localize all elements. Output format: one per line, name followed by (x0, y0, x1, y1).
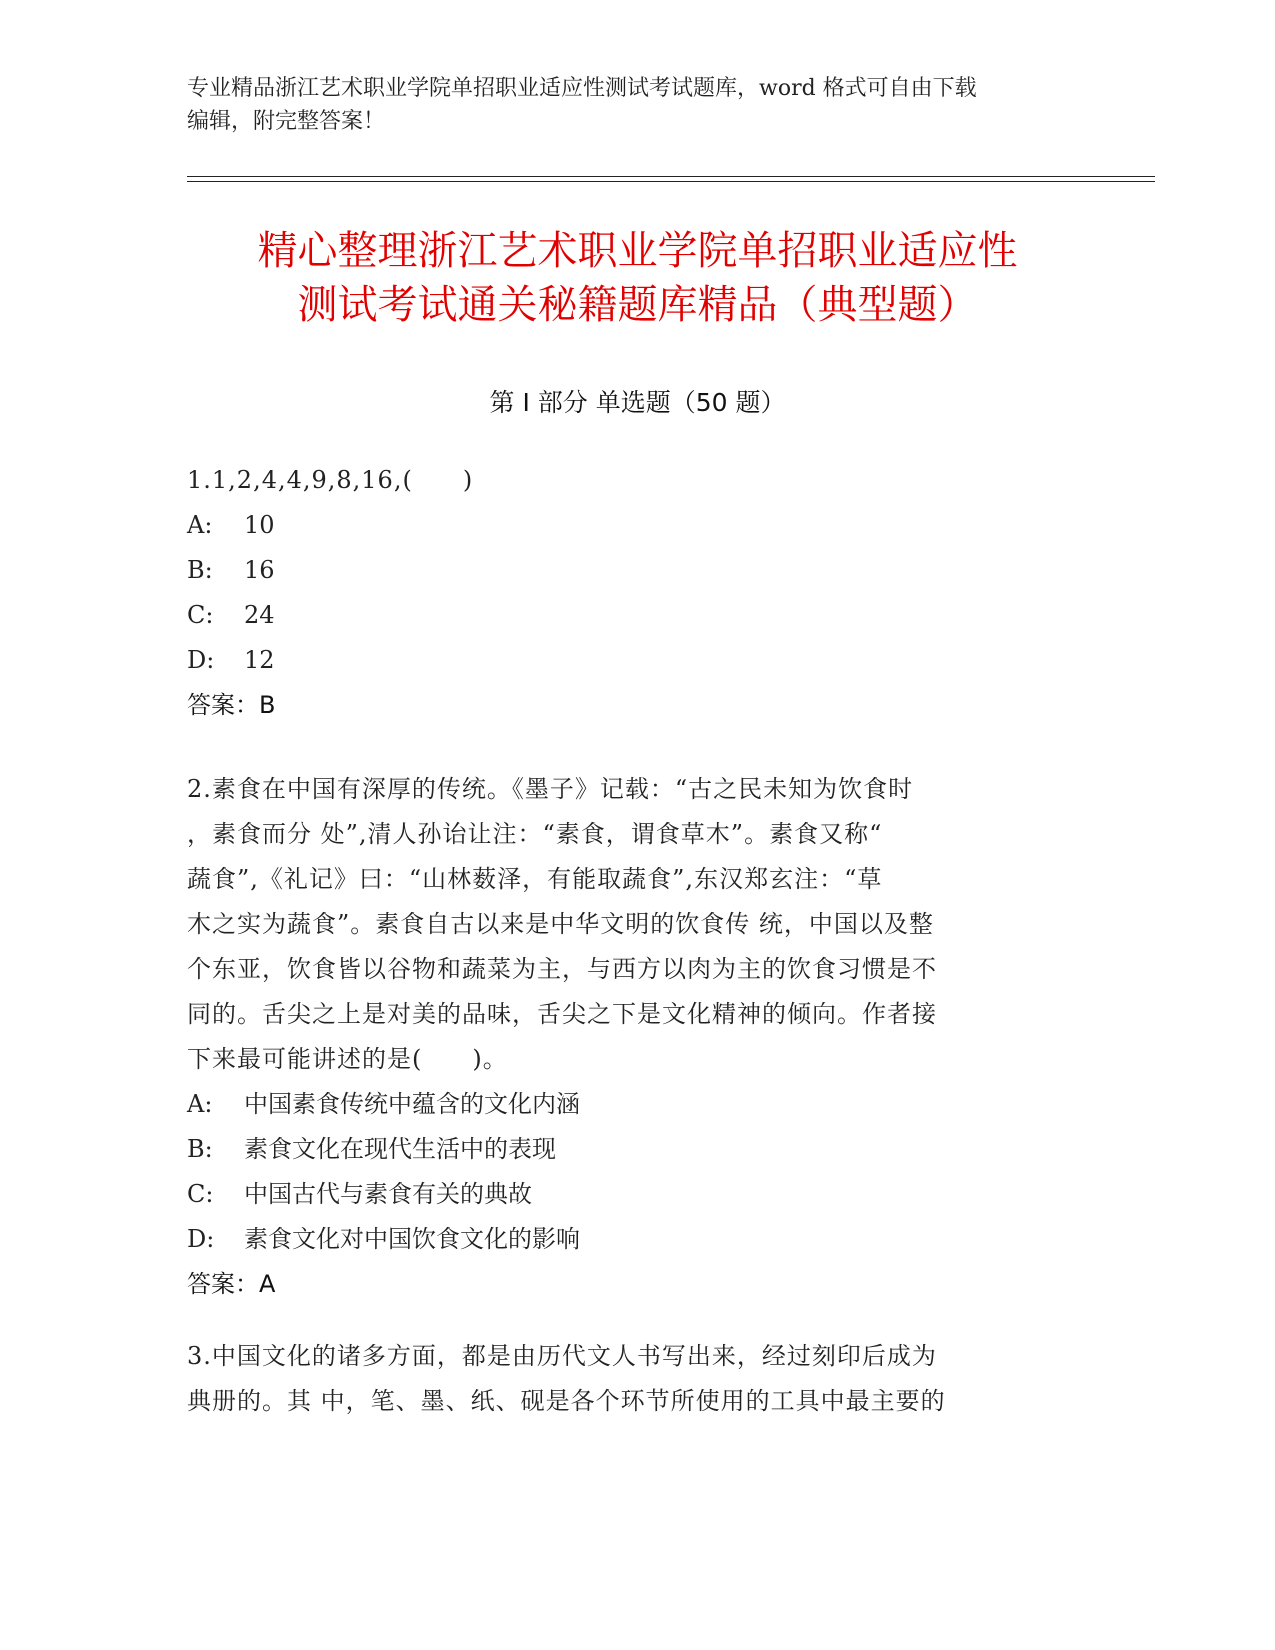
section-title: 第 I 部分 单选题（50 题） (489, 388, 786, 417)
option-text: 中国素食传统中蕴含的文化内涵 (244, 1090, 580, 1118)
option-key: A: (187, 1090, 213, 1118)
stem-line: 同的。舌尖之上是对美的品味，舌尖之下是文化精神的倾向。作者接 (187, 1000, 937, 1028)
option-a (187, 503, 1067, 548)
header-note (187, 72, 1067, 138)
option-key: D: (187, 1225, 215, 1253)
stem-line: 木之实为蔬食”。素食自古以来是中华文明的饮食传 统，中国以及整 (187, 910, 934, 938)
stem-line: 个东亚，饮食皆以谷物和蔬菜为主，与西方以肉为主的饮食习惯是不 (187, 955, 937, 983)
option-text: 素食文化在现代生活中的表现 (244, 1135, 556, 1163)
header-note-line: 编辑，附完整答案！ (187, 109, 386, 134)
stem-line: 典册的。其 中，笔、墨、纸、砚是各个环节所使用的工具中最主要的 (187, 1387, 946, 1415)
option-text: 10 (244, 511, 275, 539)
stem-line: 蔬食”,《礼记》曰：“山林薮泽，有能取蔬食”,东汉郑玄注：“草 (187, 865, 883, 893)
option-a (187, 1082, 1067, 1127)
option-key: D: (187, 646, 215, 674)
option-key: A: (187, 511, 213, 539)
question-1 (187, 458, 1067, 728)
question-stem (187, 767, 1067, 1082)
option-text: 中国古代与素食有关的典故 (244, 1180, 532, 1208)
stem-line: 下来最可能讲述的是( )。 (187, 1045, 508, 1073)
stem-line: 3.中国文化的诸多方面，都是由历代文人书写出来，经过刻印后成为 (187, 1342, 937, 1370)
question-3 (187, 1334, 1067, 1424)
stem-line: 1.1,2,4,4,9,8,16,( ) (187, 466, 474, 494)
stem-line: 2.素食在中国有深厚的传统。《墨子》记载：“古之民未知为饮食时 (187, 775, 914, 803)
option-text: 12 (244, 646, 275, 674)
option-text: 24 (244, 601, 275, 629)
option-d (187, 638, 1067, 683)
question-stem (187, 1334, 1067, 1424)
option-b (187, 1127, 1067, 1172)
option-key: B: (187, 556, 213, 584)
document-title (150, 224, 1125, 332)
answer: 答案：A (187, 1270, 276, 1298)
document-title-line: 精心整理浙江艺术职业学院单招职业适应性 (257, 228, 1018, 274)
option-key: C: (187, 1180, 214, 1208)
document-title-line: 测试考试通关秘籍题库精品（典型题） (297, 282, 978, 328)
question-2 (187, 767, 1067, 1307)
option-key: C: (187, 601, 214, 629)
option-text: 素食文化对中国饮食文化的影响 (244, 1225, 580, 1253)
option-b (187, 548, 1067, 593)
option-d (187, 1217, 1067, 1262)
header-note-line: 专业精品浙江艺术职业学院单招职业适应性测试考试题库，word 格式可自由下载 (187, 76, 977, 101)
option-text: 16 (244, 556, 275, 584)
stem-line: ，素食而分 处”,清人孙诒让注：“素食，谓食草木”。素食又称“ (187, 820, 883, 848)
answer: 答案：B (187, 691, 276, 719)
question-stem (187, 458, 1067, 503)
option-c (187, 1172, 1067, 1217)
option-key: B: (187, 1135, 213, 1163)
header-divider (187, 176, 1155, 177)
header-divider (187, 181, 1155, 182)
option-c (187, 593, 1067, 638)
